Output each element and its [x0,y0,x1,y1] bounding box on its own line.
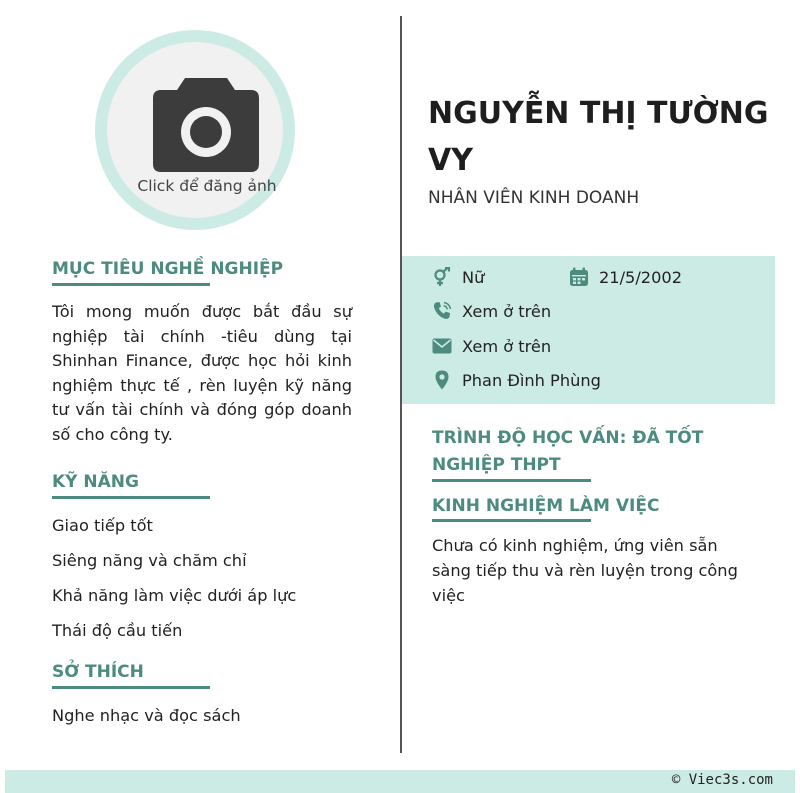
hobby-item: Nghe nhạc và đọc sách [52,706,241,725]
address-value: Phan Đình Phùng [462,370,601,390]
section-underline [432,519,591,522]
phone-value: Xem ở trên [462,301,552,321]
skill-item: Siêng năng và chăm chỉ [52,551,247,570]
skills-section [52,472,352,499]
candidate-name: NGUYỄN THỊ TƯỜNG VY [428,96,769,178]
objective-text: Tôi mong muốn được bắt đầu sự nghiệp tài chính -tiêu dùng tại Shinhan Finance, được học hỏi kinh nghiệm thực tế , rèn luyện kỹ năng tư vấn tài chính và đóng góp doanh số cho công ty. [52,302,352,444]
phone-row [432,301,551,321]
camera-icon [153,78,259,172]
section-title-experience: KINH NGHIỆM LÀM VIỆC [432,496,660,516]
skill-item: Thái độ cầu tiến [52,621,183,640]
gender-row [432,267,484,287]
calendar-icon [569,267,589,287]
skill-item: Giao tiếp tốt [52,516,153,535]
section-underline [432,479,591,482]
experience-text: Chưa có kinh nghiệm, ứng viên sẵn sàng tiếp thu và rèn luyện trong công việc [432,536,738,605]
section-underline [52,496,210,499]
job-position: NHÂN VIÊN KINH DOANH [428,188,640,208]
email-value: Xem ở trên [462,336,552,356]
skill-item: Khả năng làm việc dưới áp lực [52,586,297,605]
email-row [432,336,551,356]
phone-icon [432,301,452,321]
avatar-upload[interactable] [95,30,295,230]
avatar-placeholder [107,42,283,218]
avatar-upload-label: Click để đăng ảnh [137,177,277,195]
contact-panel [402,256,775,404]
section-underline [52,686,210,689]
section-title-objective: MỤC TIÊU NGHỀ NGHIỆP [52,259,284,279]
section-title-hobbies: SỞ THÍCH [52,662,144,682]
section-title-skills: KỸ NĂNG [52,472,139,492]
section-title-education: TRÌNH ĐỘ HỌC VẤN: ĐÃ TỐT NGHIỆP THPT [432,428,704,475]
gender-value: Nữ [462,267,485,287]
birthday-value: 21/5/2002 [599,267,683,287]
section-underline [52,283,210,286]
birthday-row [569,267,682,287]
location-pin-icon [432,370,452,390]
address-row [432,370,601,390]
hobbies-section [52,662,352,689]
footer-bar [5,770,795,793]
footer-copyright: © Viec3s.com [671,772,773,788]
objective-section [52,259,352,286]
gender-icon [432,267,452,287]
email-icon [432,336,452,356]
